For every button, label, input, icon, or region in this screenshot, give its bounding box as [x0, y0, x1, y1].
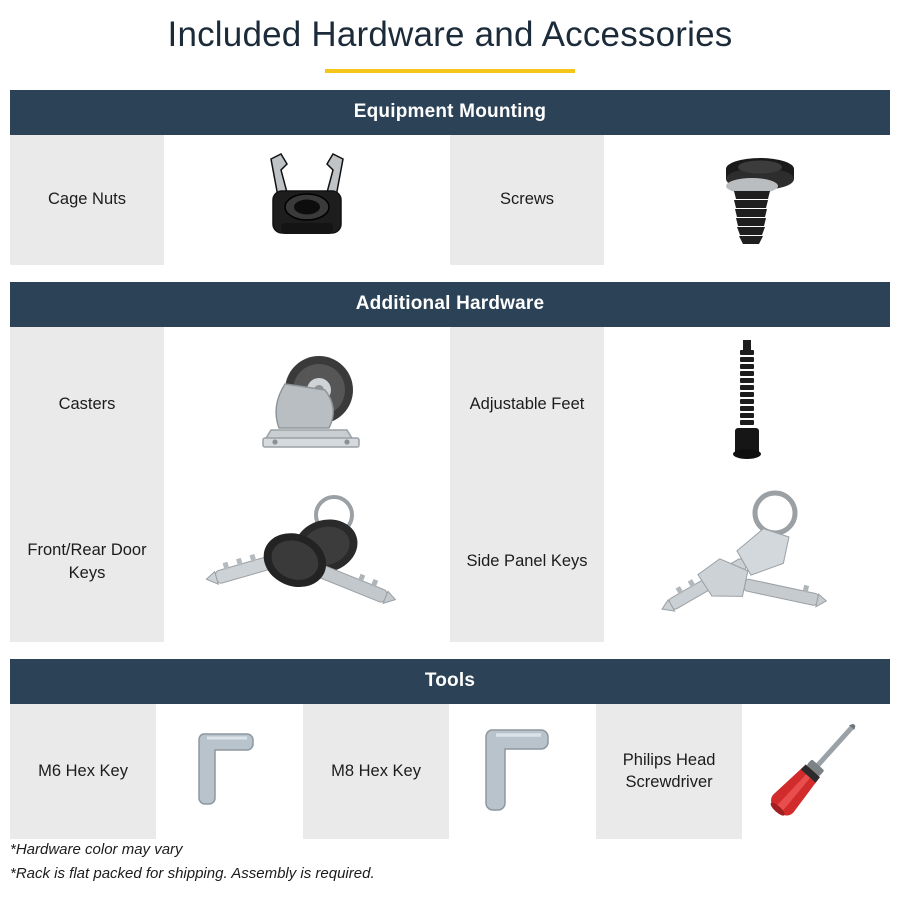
cell-label-m8-hex-key	[303, 704, 449, 839]
cage-nut-icon	[237, 145, 377, 255]
footnotes	[10, 838, 375, 886]
cell-image-m6-hex-key	[156, 704, 303, 839]
footnote-flat-packed: *Rack is flat packed for shipping. Assembly is required.	[10, 865, 375, 882]
item-label: Screws	[499, 190, 555, 209]
table-row	[10, 327, 890, 482]
screw-icon	[682, 145, 812, 255]
section-header-tools: Tools	[10, 659, 890, 704]
cell-image-side-panel-keys	[604, 482, 890, 642]
section-header-equipment-mounting: Equipment Mounting	[10, 90, 890, 135]
table-row	[10, 482, 890, 642]
cell-label-philips-head-screwdriver	[596, 704, 742, 839]
item-label: Casters	[58, 394, 116, 413]
cell-image-philips-head-screwdriver	[742, 704, 889, 839]
cell-image-front-rear-door-keys	[164, 482, 450, 642]
table-row	[10, 704, 890, 839]
section-header-additional-hardware: Additional Hardware	[10, 282, 890, 327]
item-label: M8 Hex Key	[331, 761, 421, 780]
item-label: Cage Nuts	[48, 190, 126, 209]
item-label: Adjustable Feet	[469, 394, 585, 413]
cell-label-side-panel-keys	[450, 482, 604, 642]
title-underline-rule	[325, 69, 575, 73]
screwdriver-icon	[761, 711, 871, 831]
cell-image-screws	[604, 135, 890, 265]
cell-label-screws	[450, 135, 604, 265]
item-label: M6 Hex Key	[38, 761, 128, 780]
cell-label-m6-hex-key	[10, 704, 156, 839]
cell-image-casters	[164, 327, 450, 482]
cell-label-cage-nuts	[10, 135, 164, 265]
cell-image-adjustable-feet	[604, 327, 890, 482]
item-label: Philips Head Screwdriver	[622, 750, 716, 791]
cell-label-adjustable-feet	[450, 327, 604, 482]
door-keys-icon	[202, 487, 412, 637]
item-label: Front/Rear Door Keys	[27, 541, 147, 582]
cell-label-front-rear-door-keys	[10, 482, 164, 642]
footnote-hardware-color: *Hardware color may vary	[10, 841, 183, 858]
hex-key-icon	[475, 714, 570, 829]
table-row	[10, 135, 890, 265]
side-panel-keys-icon	[647, 487, 847, 637]
caster-wheel-icon	[227, 334, 387, 474]
item-label: Side Panel Keys	[466, 552, 588, 571]
cell-label-casters	[10, 327, 164, 482]
hex-key-icon	[185, 716, 275, 826]
cell-image-cage-nuts	[164, 135, 450, 265]
adjustable-foot-icon	[707, 334, 787, 474]
page-title: Included Hardware and Accessories	[167, 15, 733, 54]
cell-image-m8-hex-key	[449, 704, 596, 839]
